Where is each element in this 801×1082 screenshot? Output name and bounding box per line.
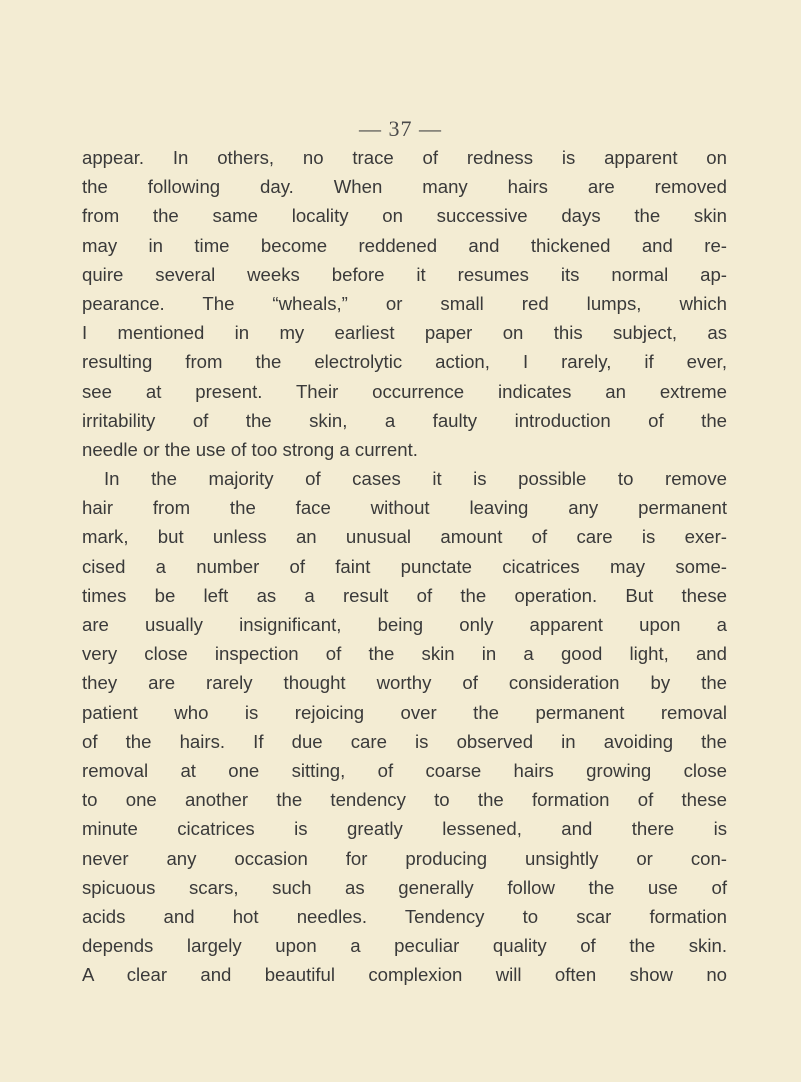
- text-line: minute cicatrices is greatly lessened, and there is: [82, 818, 727, 840]
- text-line: spicuous scars, such as generally follow the use of: [82, 876, 727, 898]
- text-line: hair from the face without leaving any permanent: [82, 497, 727, 519]
- page-number: — 37 —: [359, 116, 442, 141]
- text-line: pearance. The “wheals,” or small red lumps, which: [82, 292, 727, 314]
- text-line: I mentioned in my earliest paper on this subject, as: [82, 322, 727, 344]
- text-line: the following day. When many hairs are removed: [82, 176, 727, 198]
- text-line: never any occasion for producing unsightly or con-: [82, 847, 727, 869]
- text-line: mark, but unless an unusual amount of care is exer-: [82, 526, 727, 548]
- text-line: depends largely upon a peculiar quality of the skin.: [82, 935, 727, 957]
- text-line: see at present. Their occurrence indicates an extreme: [82, 380, 727, 402]
- text-line: quire several weeks before it resumes its normal ap-: [82, 263, 727, 285]
- text-line: cised a number of faint punctate cicatrices may some-: [82, 555, 727, 577]
- text-line: needle or the use of too strong a current.: [82, 438, 418, 460]
- text-line: very close inspection of the skin in a good light, and: [82, 643, 727, 665]
- text-line: patient who is rejoicing over the permanent removal: [82, 701, 727, 723]
- text-line: removal at one sitting, of coarse hairs growing close: [82, 759, 727, 781]
- text-line: from the same locality on successive days the skin: [82, 205, 727, 227]
- text-line: A clear and beautiful complexion will often show no: [82, 964, 727, 986]
- text-line: of the hairs. If due care is observed in avoiding the: [82, 730, 727, 752]
- text-line: may in time become reddened and thickened and re-: [82, 234, 727, 256]
- text-line: they are rarely thought worthy of consideration by the: [82, 672, 727, 694]
- text-line: appear. In others, no trace of redness is apparent on: [82, 147, 727, 168]
- text-line: resulting from the electrolytic action, I rarely, if ever,: [82, 351, 727, 373]
- text-line: to one another the tendency to the formation of these: [82, 789, 727, 811]
- text-line: acids and hot needles. Tendency to scar formation: [82, 905, 727, 927]
- text-line: irritability of the skin, a faulty introduction of the: [82, 409, 727, 431]
- text-line: times be left as a result of the operation. But these: [82, 584, 727, 606]
- text-line: In the majority of cases it is possible to remove: [104, 468, 727, 490]
- text-line: are usually insignificant, being only apparent upon a: [82, 614, 727, 635]
- body-text: [82, 143, 727, 989]
